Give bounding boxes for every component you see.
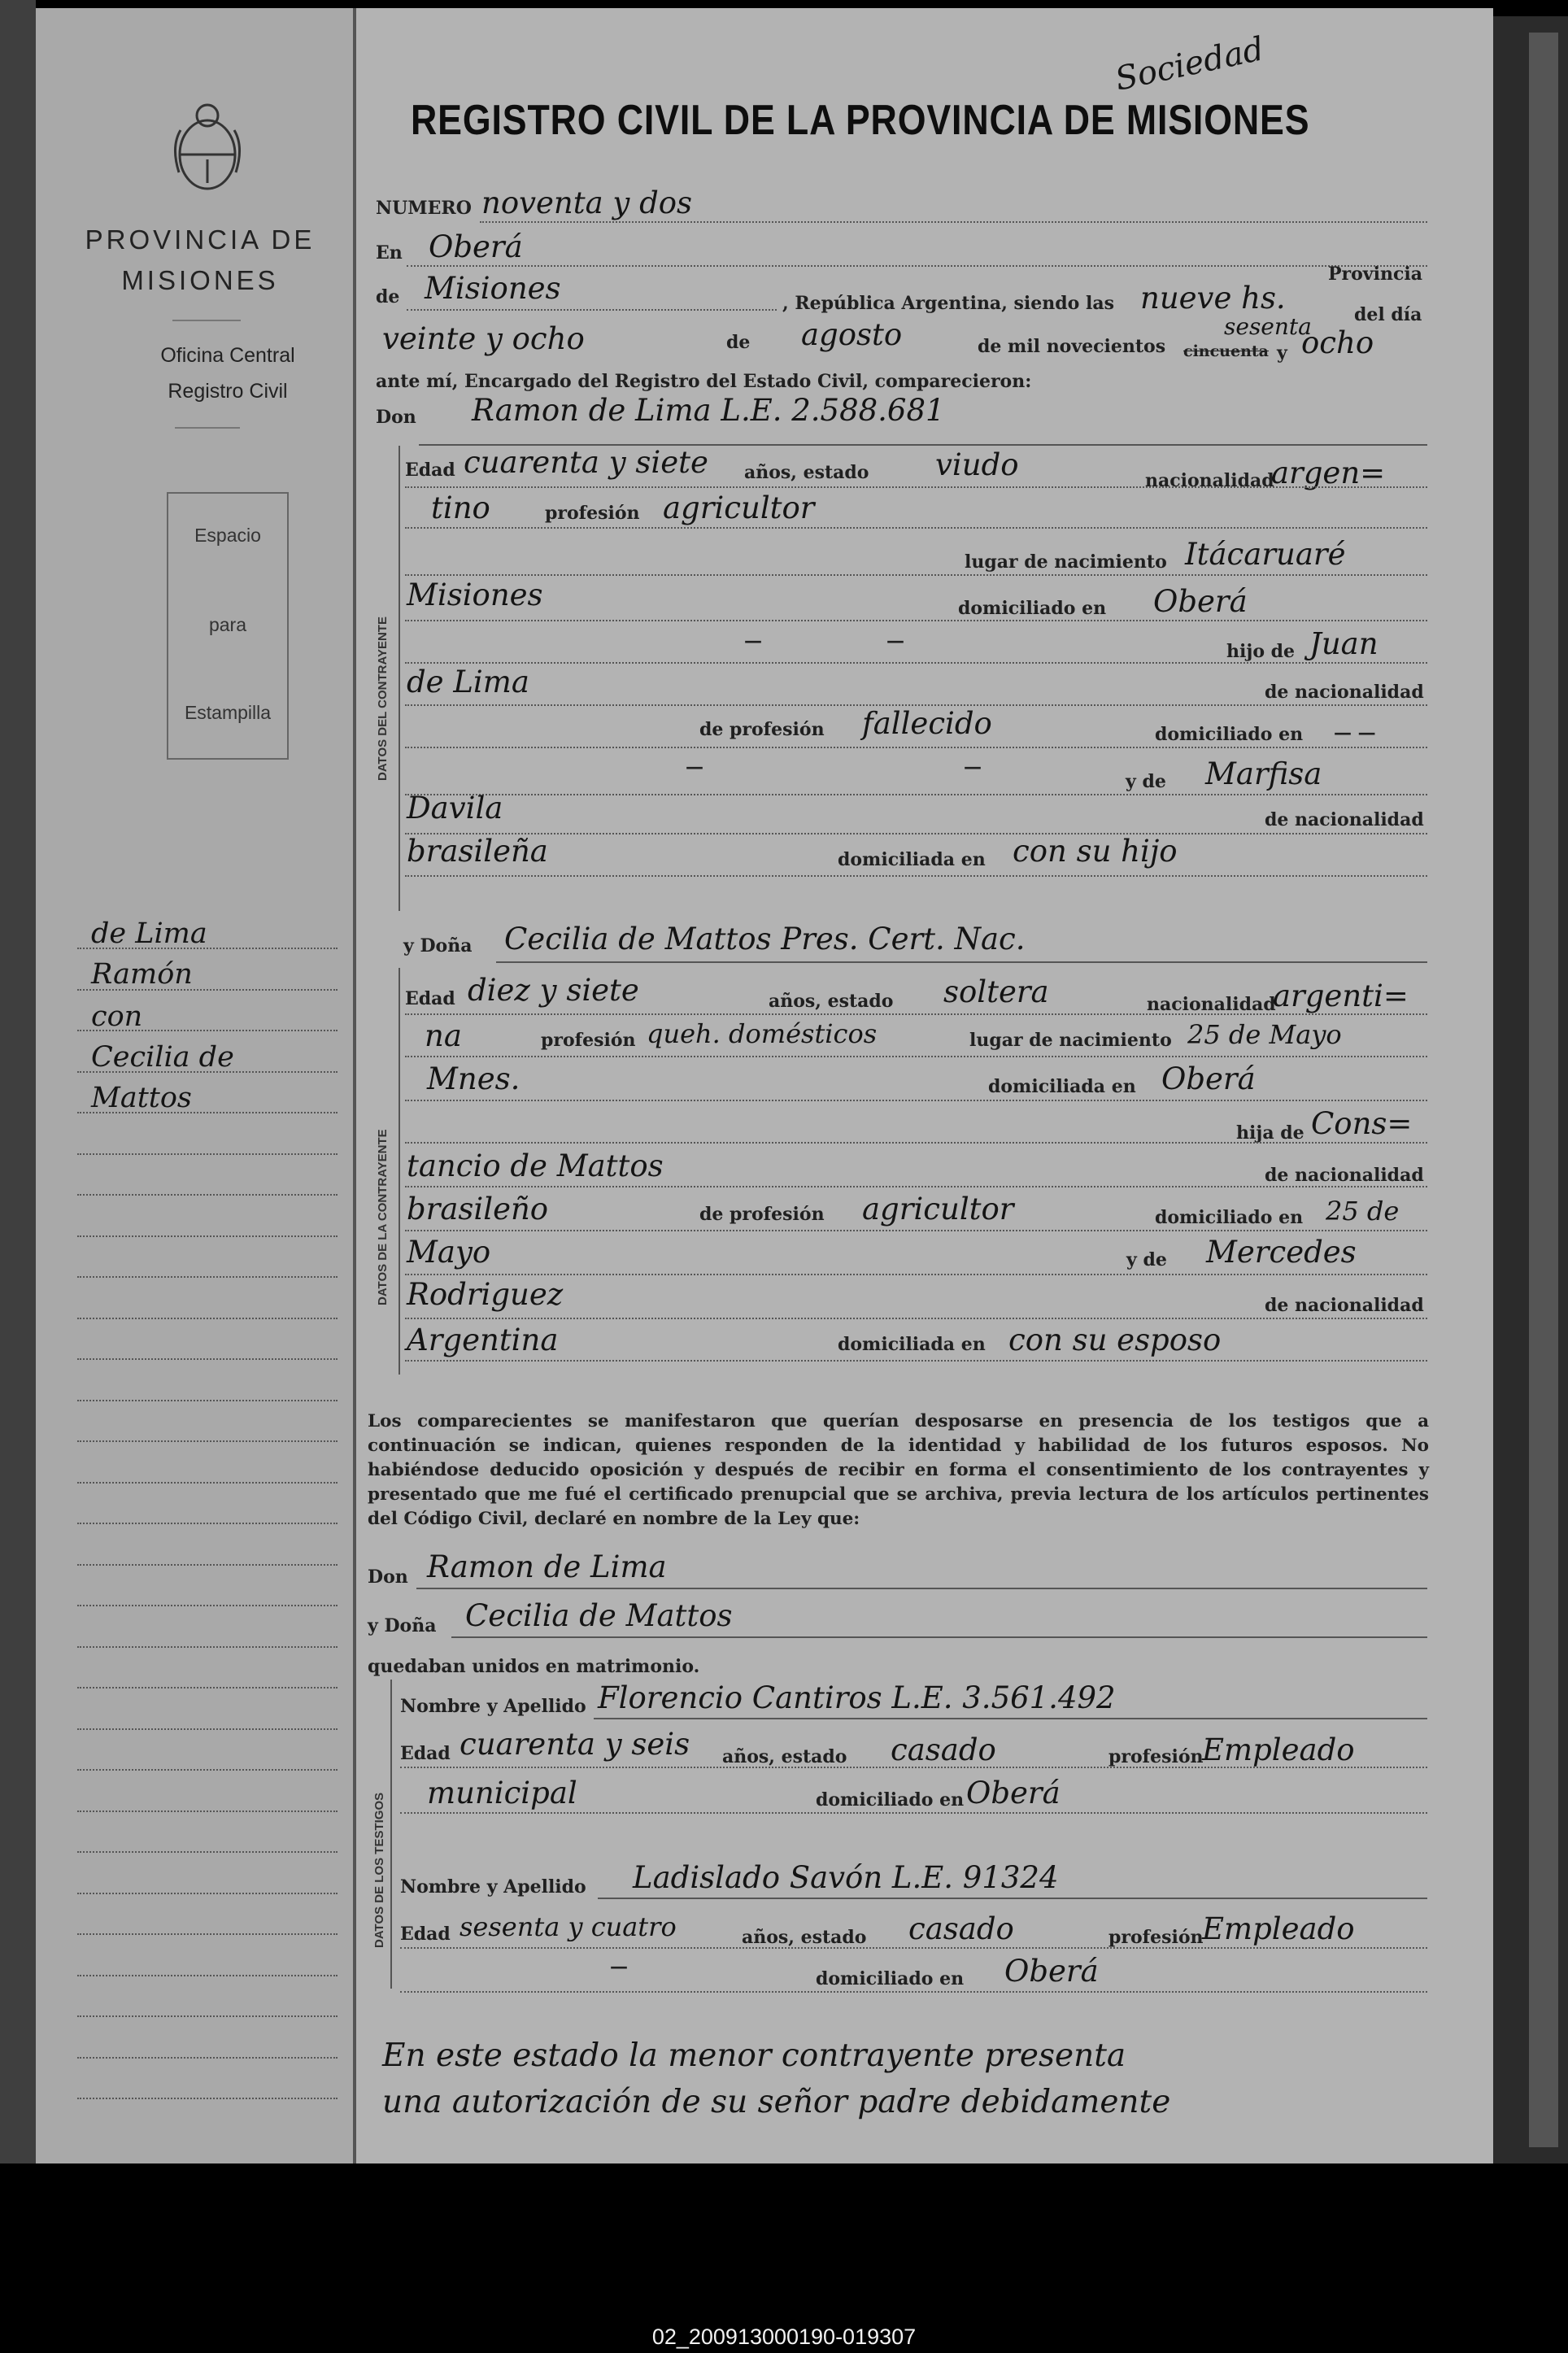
domiciliado-label: domiciliado en — [1155, 1207, 1304, 1228]
bride-status: soltera — [943, 974, 1049, 1009]
groom-birth-province: Misiones — [407, 577, 543, 612]
witness2-name: Ladislado Savón L.E. 91324 — [633, 1860, 1059, 1895]
witness1-status: casado — [891, 1732, 996, 1767]
domiciliado-label: domiciliado en — [1155, 724, 1304, 745]
de-nacionalidad-label: de nacionalidad — [1265, 1165, 1424, 1186]
fill-line — [405, 1013, 1427, 1015]
margin-rule — [77, 1440, 338, 1442]
stamp-box — [167, 492, 289, 760]
margin-rule — [77, 1482, 338, 1484]
coat-of-arms-icon — [163, 98, 252, 203]
witness1-name: Florencio Cantiros L.E. 3.561.492 — [598, 1680, 1116, 1715]
de-nacionalidad-label: de nacionalidad — [1265, 809, 1424, 830]
margin-rule — [77, 1400, 338, 1401]
margin-rule — [77, 1153, 338, 1155]
profesion-label: profesión — [545, 503, 640, 524]
margin-rule — [77, 1318, 338, 1319]
republica-label: , República Argentina, siendo las — [782, 293, 1114, 314]
witness2-residence: Oberá — [1004, 1954, 1099, 1989]
stamp-label-1: Espacio — [194, 525, 261, 546]
profesion-label: profesión — [541, 1030, 636, 1051]
margin-rule — [77, 2015, 338, 2017]
fill-line — [405, 1318, 1427, 1319]
margin-rule — [77, 1687, 338, 1688]
struck-cincuenta: cincuenta — [1183, 342, 1269, 360]
fill-line — [405, 486, 1427, 488]
page-title: REGISTRO CIVIL DE LA PROVINCIA DE MISIONES — [411, 97, 1310, 144]
groom-status: viudo — [935, 447, 1019, 482]
margin-rule — [77, 1728, 338, 1730]
margin-rule — [77, 1194, 338, 1196]
page-fold — [353, 8, 356, 2163]
province-line-2: MISIONES — [121, 265, 279, 295]
rule — [175, 427, 240, 429]
bride-age: diez y siete — [468, 973, 639, 1008]
bracket — [390, 1680, 392, 1989]
rule — [594, 1718, 1427, 1719]
edad-label: Edad — [405, 460, 455, 481]
fill-line — [405, 620, 1427, 621]
groom-name: Ramon de Lima L.E. 2.588.681 — [472, 393, 945, 428]
groom-mother-residence: con su hijo — [1013, 834, 1178, 869]
profesion-label: profesión — [1108, 1746, 1204, 1767]
fill-line — [400, 1991, 1427, 1993]
bride-father-residence-cont: Mayo — [407, 1235, 491, 1270]
edad-label: Edad — [400, 1924, 451, 1945]
y-label: y — [1277, 342, 1287, 364]
bride-mother-nationality: Argentina — [407, 1322, 559, 1357]
blank-dash: — — [886, 630, 904, 651]
bride-father-profession: agricultor — [862, 1192, 1014, 1227]
stamp-label-3: Estampilla — [184, 702, 272, 723]
province-line-1: PROVINCIA DE — [85, 224, 316, 255]
fill-line — [405, 1230, 1427, 1231]
lugar-nacimiento-label: lugar de nacimiento — [965, 551, 1167, 573]
fill-line — [480, 221, 1427, 223]
fill-line — [405, 833, 1427, 834]
margin-rule — [77, 1851, 338, 1853]
bride-nationality-cont: na — [425, 1018, 462, 1053]
numero-label: NUMERO — [376, 198, 472, 219]
hour-value: nueve hs. — [1140, 281, 1286, 316]
bride-mother-name: Mercedes — [1206, 1235, 1357, 1270]
blank-dash: — — [744, 630, 762, 651]
fill-line — [405, 1274, 1427, 1275]
de-nacionalidad-label: de nacionalidad — [1265, 1295, 1424, 1316]
groom-residence: Oberá — [1153, 584, 1248, 619]
office-line-1: Oficina Central — [160, 344, 295, 367]
groom-father-residence: — — — [1334, 722, 1376, 743]
signature-note: Sociedad — [1112, 30, 1268, 98]
witness1-profession: Empleado — [1202, 1732, 1355, 1767]
bride-residence: Oberá — [1161, 1061, 1256, 1096]
bride-mother-surname: Rodriguez — [407, 1277, 564, 1312]
groom-nationality: argen= — [1271, 455, 1386, 490]
city-value: Oberá — [429, 229, 523, 264]
de-profesion-label: de profesión — [699, 719, 825, 740]
fill-line — [400, 1767, 1427, 1768]
edad-label: Edad — [400, 1743, 451, 1764]
closing-text: quedaban unidos en matrimonio. — [368, 1656, 700, 1677]
y-de-label: y de — [1126, 1249, 1167, 1270]
bride-father-residence: 25 de — [1326, 1196, 1400, 1227]
hija-de-label: hija de — [1236, 1122, 1304, 1144]
stamp-label-2: para — [208, 614, 247, 635]
groom-nationality-cont: tino — [431, 490, 490, 525]
y-dona-label: y Doña — [403, 935, 473, 956]
fill-line — [405, 1360, 1427, 1362]
bride-section-label: DATOS DE LA CONTRAYENTE — [376, 1129, 390, 1305]
fill-line — [405, 1142, 1427, 1144]
margin-rule — [77, 1235, 338, 1237]
nombre-apellido-label: Nombre y Apellido — [400, 1696, 586, 1717]
lugar-nacimiento-label: lugar de nacimiento — [969, 1030, 1172, 1051]
bride-name: Cecilia de Mattos Pres. Cert. Nac. — [504, 922, 1026, 956]
note-line-2: una autorización de su señor padre debidamente — [382, 2084, 1171, 2120]
fill-line — [405, 1186, 1427, 1187]
de-label: de — [726, 332, 751, 353]
groom-age: cuarenta y siete — [464, 445, 708, 480]
witnesses-section-label: DATOS DE LOS TESTIGOS — [372, 1792, 386, 1948]
don-label: Don — [368, 1566, 408, 1588]
blank-dash: — — [686, 756, 703, 778]
provincia-label: Provincia — [1328, 264, 1422, 285]
bride-nationality: argenti= — [1273, 978, 1409, 1013]
blank-dash: — — [610, 1956, 628, 1977]
fill-line — [405, 794, 1427, 795]
margin-note-line: Cecilia de — [91, 1041, 234, 1074]
bride-father-name: Cons= — [1311, 1106, 1413, 1141]
profesion-label: profesión — [1108, 1927, 1204, 1948]
margin-note-line: Mattos — [91, 1082, 192, 1114]
witness2-profession: Empleado — [1202, 1911, 1355, 1946]
de-profesion-label: de profesión — [699, 1204, 825, 1225]
margin-rule — [77, 1646, 338, 1648]
office-line-2: Registro Civil — [168, 380, 288, 403]
bracket — [399, 446, 400, 911]
groom-profession: agricultor — [663, 490, 815, 525]
fill-line — [407, 265, 1427, 267]
witness1-profession-cont: municipal — [427, 1776, 577, 1811]
day-value: veinte y ocho — [382, 321, 585, 356]
rule — [172, 320, 241, 321]
groom-father-name: Juan — [1309, 626, 1379, 661]
margin-rule — [77, 2098, 338, 2099]
groom-father-surname: de Lima — [407, 665, 529, 699]
margin-rule — [77, 1564, 338, 1566]
declared-bride-name: Cecilia de Mattos — [465, 1598, 733, 1633]
bride-father-surname: tancio de Mattos — [407, 1148, 664, 1183]
declaration-paragraph: Los comparecientes se manifestaron que querían desposarse en presencia de los testigos que a continuación se indican, quienes responden de la identidad y habilidad de los futuros esposos. No habiéndose deducido oposición y después de recibir en forma el consentimiento de los contrayentes y presentado que me fué el certificado prenupcial que se archiva, previa lectura de los artículos pertinentes del Código Civil, declaré en nombre de la Ley que: — [368, 1411, 1429, 1529]
province-value: Misiones — [425, 271, 561, 306]
don-label: Don — [376, 407, 416, 428]
nacionalidad-label: nacionalidad — [1145, 470, 1274, 491]
fill-line — [405, 527, 1427, 529]
witness1-residence: Oberá — [966, 1776, 1061, 1811]
numero-value: noventa y dos — [481, 185, 693, 220]
margin-note-line: con — [91, 1000, 143, 1033]
fill-line — [407, 309, 777, 311]
en-label: En — [376, 242, 403, 264]
bride-profession: queh. domésticos — [647, 1018, 878, 1049]
fill-line — [405, 574, 1427, 576]
margin-rule — [77, 1893, 338, 1894]
margin-rule — [77, 1769, 338, 1771]
margin-rule — [77, 1358, 338, 1360]
groom-mother-surname: Davila — [407, 791, 503, 826]
bracket — [399, 968, 400, 1375]
margin-rule — [77, 1975, 338, 1976]
edad-label: Edad — [405, 988, 455, 1009]
groom-mother-name: Marfisa — [1205, 756, 1322, 791]
hijo-de-label: hijo de — [1226, 641, 1296, 662]
de-nacionalidad-label: de nacionalidad — [1265, 682, 1424, 703]
de-label: de — [376, 286, 400, 307]
rule — [496, 961, 1427, 963]
margin-note-line: Ramón — [91, 958, 193, 991]
margin-note-line: de Lima — [91, 917, 207, 950]
binder-edge — [0, 0, 36, 2163]
rule — [598, 1898, 1427, 1899]
domiciliada-label: domiciliada en — [838, 1334, 986, 1355]
groom-section-label: DATOS DEL CONTRAYENTE — [376, 617, 390, 781]
witness2-age: sesenta y cuatro — [460, 1911, 677, 1942]
groom-father-profession: fallecido — [862, 706, 992, 741]
fill-line — [405, 747, 1427, 748]
margin-rule — [77, 1276, 338, 1278]
del-dia-label: del día — [1354, 304, 1422, 325]
book-cover-edge — [1529, 33, 1558, 2147]
left-margin-page — [36, 8, 355, 2163]
ante-mi-text: ante mí, Encargado del Registro del Estado Civil, comparecieron: — [376, 371, 1032, 392]
fill-line — [405, 662, 1427, 664]
y-dona-label: y Doña — [368, 1615, 437, 1636]
groom-mother-nationality: brasileña — [407, 834, 548, 869]
bride-father-nationality: brasileño — [407, 1192, 549, 1227]
fill-line — [405, 1056, 1427, 1057]
bride-mother-residence: con su esposo — [1008, 1322, 1222, 1357]
margin-rule — [77, 1605, 338, 1606]
domiciliada-label: domiciliada en — [838, 849, 986, 870]
bride-birthplace: 25 de Mayo — [1187, 1019, 1342, 1050]
domiciliada-label: domiciliada en — [988, 1076, 1136, 1097]
bride-birth-province: Mnes. — [427, 1061, 520, 1096]
domiciliado-label: domiciliado en — [816, 1789, 965, 1811]
month-value: agosto — [801, 317, 903, 352]
margin-rule — [77, 2057, 338, 2059]
province-heading — [49, 220, 351, 301]
image-id-caption: 02_200913000190-019307 — [651, 2325, 917, 2349]
decade-correction: sesenta — [1224, 313, 1312, 340]
fill-line — [400, 1947, 1427, 1949]
rule — [416, 1588, 1427, 1589]
rule — [451, 1636, 1427, 1638]
y-de-label: y de — [1126, 771, 1166, 792]
fill-line — [405, 1100, 1427, 1101]
mil-novecientos-label: de mil novecientos — [978, 336, 1166, 357]
witness1-age: cuarenta y seis — [460, 1727, 690, 1762]
nacionalidad-label: nacionalidad — [1147, 994, 1276, 1015]
witness2-status: casado — [908, 1911, 1014, 1946]
domiciliado-label: domiciliado en — [958, 598, 1107, 619]
note-line-1: En este estado la menor contrayente presenta — [382, 2037, 1126, 2074]
margin-rule — [77, 1811, 338, 1812]
anos-estado-label: años, estado — [769, 991, 894, 1012]
margin-rule — [77, 1523, 338, 1524]
domiciliado-label: domiciliado en — [816, 1968, 965, 1989]
anos-estado-label: años, estado — [744, 462, 869, 483]
fill-line — [405, 875, 1427, 877]
year-value: ocho — [1301, 325, 1374, 360]
nombre-apellido-label: Nombre y Apellido — [400, 1876, 586, 1898]
margin-rule — [77, 1933, 338, 1935]
groom-birthplace: Itácaruaré — [1185, 537, 1346, 572]
declared-groom-name: Ramon de Lima — [427, 1549, 667, 1584]
anos-estado-label: años, estado — [722, 1746, 847, 1767]
anos-estado-label: años, estado — [742, 1927, 867, 1948]
fill-line — [400, 1812, 1427, 1814]
office-heading — [49, 338, 407, 409]
blank-dash: — — [964, 756, 982, 778]
